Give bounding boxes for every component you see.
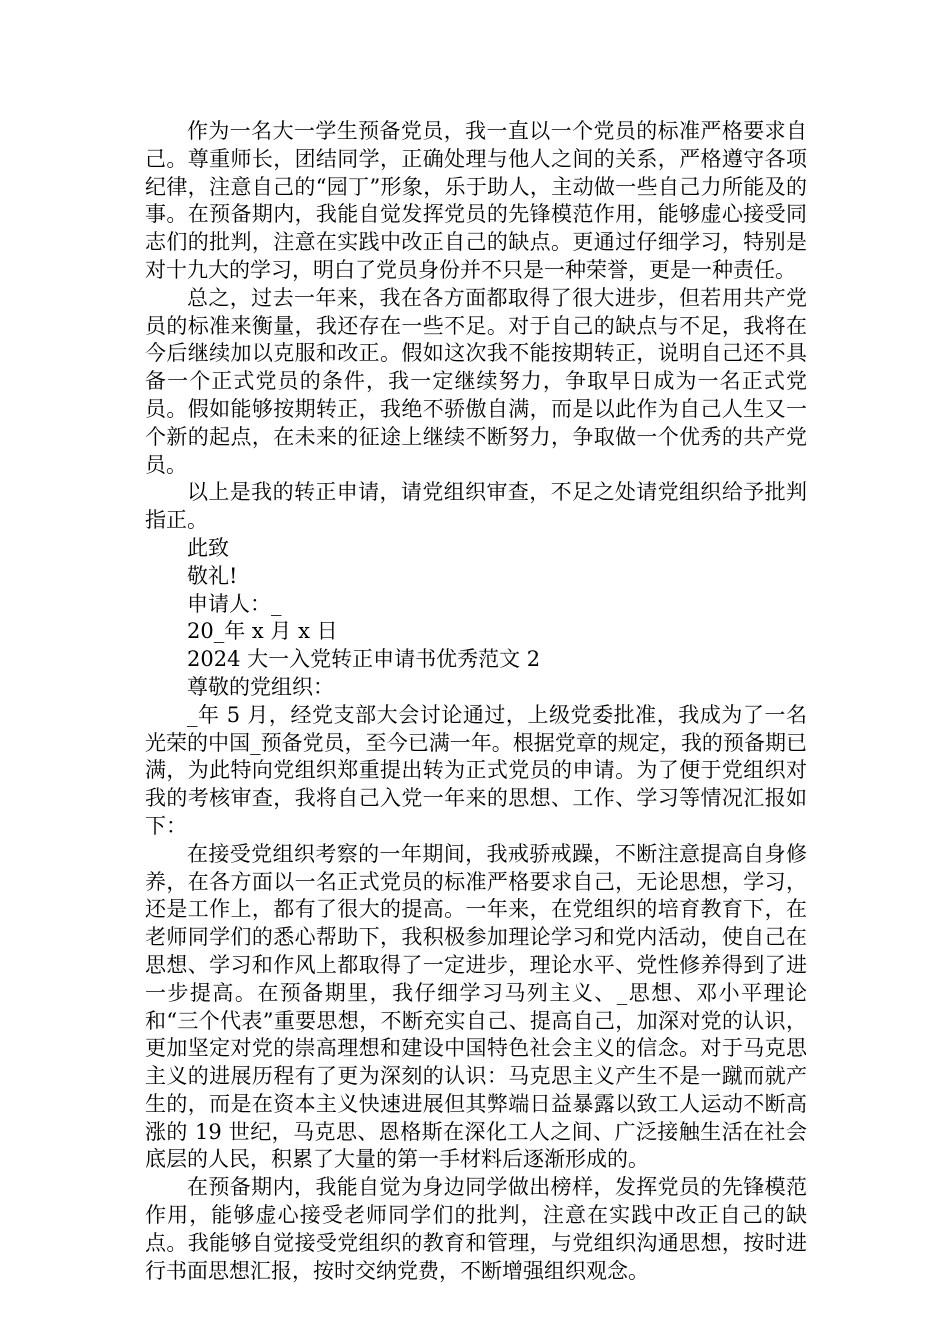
paragraph-introduction: _年 5 月，经党支部大会讨论通过，上级党委批准，我成为了一名光荣的中国_预备党员，至今已满一年。根据党章的规定，我的预备期已满，为此特向党组织郑重提出转为正式党员的申请。为了便于党组织对我的考核审查，我将自己入党一年来的思想、工作、学习等情况汇报如下：: [145, 702, 807, 838]
paragraph-request-review: 以上是我的转正申请，请党组织审查，不足之处请党组织给予批判指正。: [145, 480, 807, 533]
salutation-jingli: 敬礼!: [187, 563, 238, 588]
salutation-cizhi: 此致: [187, 535, 229, 560]
paragraph-summary: 总之，过去一年来，我在各方面都取得了很大进步，但若用共产党员的标准来衡量，我还存在一些不足。对于自己的缺点与不足，我将在今后继续加以克服和改正。假如这次我不能按期转正，说明自己还不具备一个正式党员的条件，我一定继续努力，争取早日成为一名正式党员。假如能够按期转正，我绝不骄傲自满，而是以此作为自己人生又一个新的起点，在未来的征途上继续不断努力，争取做一个优秀的共产党员。: [145, 285, 807, 477]
paragraph-study-progress: 在接受党组织考察的一年期间，我戒骄戒躁，不断注意提高自身修养，在各方面以一名正式党员的标准严格要求自己，无论思想，学习，还是工作上，都有了很大的提高。一年来，在党组织的培育教育下，在老师同学们的悉心帮助下，我积极参加理论学习和党内活动，使自己在思想、学习和作风上都取得了一定进步，理论水平、党性修养得到了进一步提高。在预备期里，我仔细学习马列主义、_思想、邓小平理论和“三个代表”重要思想，不断充实自己、提高自己，加深对党的认识，更加坚定对党的崇高理想和建设中国特色社会主义的信念。对于马克思主义的进展历程有了更为深刻的认识：马克思主义产生不是一蹴而就产生的，而是在资本主义快速进展但其弊端日益暴露以致工人运动不断高涨的 19 世纪，马克思、恩格斯在深化工人之间、广泛接触生活在社会底层的人民，积累了大量的第一手材料后逐渐形成的。: [145, 841, 807, 1172]
applicant-line: 申请人：_: [187, 591, 282, 616]
paragraph-self-discipline: 作为一名大一学生预备党员，我一直以一个党员的标准严格要求自己。尊重师长，团结同学，正确处理与他人之间的关系，严格遵守各项纪律，注意自己的“园丁”形象，乐于助人，主动做一些自己力所能及的事。在预备期内，我能自觉发挥党员的先锋模范作用，能够虚心接受同志们的批判，注意在实践中改正自己的缺点。更通过仔细学习，特别是对十九大的学习，明白了党员身份并不只是一种荣誉，更是一种责任。: [145, 119, 807, 282]
paragraph-role-model: 在预备期内，我能自觉为身边同学做出榜样，发挥党员的先锋模范作用，能够虚心接受老师同学们的批判，注意在实践中改正自己的缺点。我能够自觉接受党组织的教育和管理，与党组织沟通思想，按时进行书面思想汇报，按时交纳党费，不断增强组织观念。: [145, 1175, 807, 1283]
greeting-line: 尊敬的党组织：: [187, 674, 334, 699]
document-body: [145, 118, 807, 1285]
date-line: 20_年 x 月 x 日: [187, 619, 338, 644]
section-title: 2024 大一入党转正申请书优秀范文 2: [187, 647, 541, 672]
